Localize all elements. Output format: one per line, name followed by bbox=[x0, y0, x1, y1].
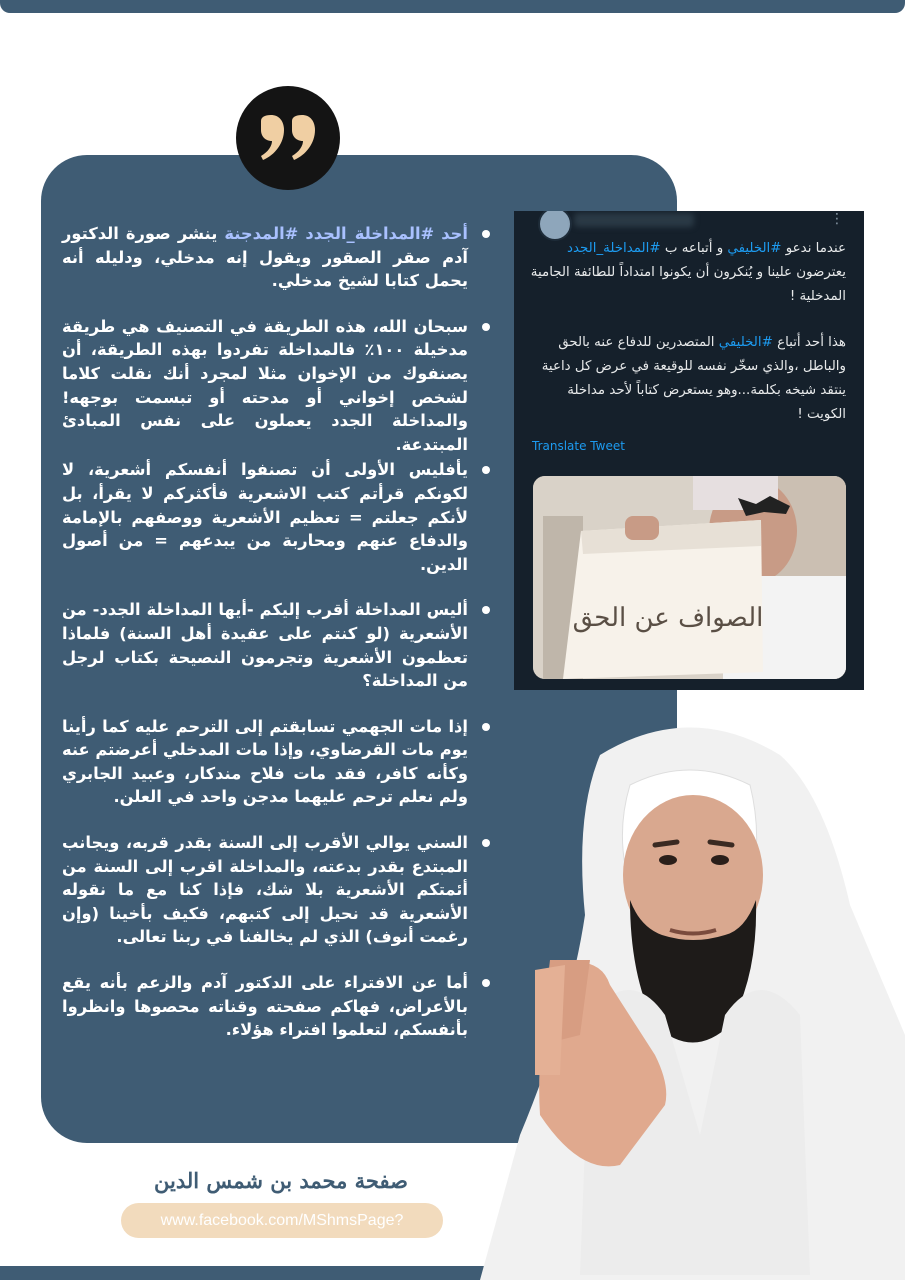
item-text: السني يوالي الأقرب إلى السنة بقدر قربه، ويجانب المبتدع بقدر بدعته، والمداخلة اقرب إلى السنة من أئمتكم الأشعرية بلا شك، فإذا كنا مع ما نقوله الأشعرية قد نحيل إلى كتبهم، فكيف بأخينا (وإن رغمت أنوف) الذي لم يخالفنا في ربنا تعالى. bbox=[62, 833, 468, 947]
tweet-paragraph: عندما ندعو #الخليفي و أتباعه ب #المداخلة_الجدد يعترضون علينا و يُنكرون أن يكونوا امتداداً للطائفة الجامية المدخلية ! bbox=[530, 241, 846, 304]
item-text: أما عن الافتراء على الدكتور آدم والزعم بأنه يقع بالأعراض، فهاكم صفحته وقناته محصوها وانظروا بأنفسكم، لتعلموا افتراء هؤلاء. bbox=[62, 973, 468, 1040]
bullet-list bbox=[62, 222, 494, 1064]
tweet-photo[interactable] bbox=[533, 476, 846, 679]
blurred-username bbox=[574, 213, 694, 227]
list-item bbox=[62, 315, 494, 457]
book-photo bbox=[533, 476, 846, 679]
tweet-body bbox=[528, 237, 846, 449]
item-text: سبحان الله، هذه الطريقة في التصنيف هي طريقة مدخيلة ١٠٠٪ فالمداخلة تفردوا بهذه الطريقة، أن يصنفوك من الإخوان مثلا لمجرد أنك نقلت كلاما لشخص إخواني أو مدحته أو تبسمت بوجهه! والمداخلة الجدد يعملون على نفس المبادئ المبتدعة. bbox=[62, 316, 468, 454]
book-title: الصواف عن الحق bbox=[572, 603, 764, 633]
item-text: إذا مات الجهمي تسابقتم إلى الترحم عليه كما رأينا يوم مات القرضاوي، وإذا مات المدخلي أعرضتم عنه وكأنه كافر، فقد مات فلاح مندكار، وعبيد الجابري ولم نعلم ترحم عليهما مدجن واحد في العلن. bbox=[62, 716, 468, 807]
top-bar bbox=[0, 0, 905, 13]
list-item bbox=[62, 222, 494, 293]
item-text: أليس المداخلة أقرب إليكم -أيها المداخلة الجدد- من الأشعرية (لو كنتم على عقيدة أهل السنة) فلماذا تعظمون الأشعرية وتجرمون النصيحة بكتاب لرجل من المداخلة؟ bbox=[62, 600, 468, 691]
more-icon[interactable]: ⋮ bbox=[830, 211, 844, 227]
list-item bbox=[62, 831, 494, 949]
tweet-screenshot bbox=[514, 211, 864, 690]
quote-badge bbox=[236, 86, 340, 190]
person-image bbox=[480, 715, 905, 1280]
translate-tweet-link[interactable]: Translate Tweet bbox=[532, 439, 625, 453]
quote-icon bbox=[257, 115, 319, 161]
facebook-link[interactable]: www.facebook.com/MShmsPage? bbox=[121, 1203, 443, 1238]
list-item bbox=[62, 971, 494, 1042]
item-text: يأفليس الأولى أن تصنفوا أنفسكم أشعرية، لا لكونكم قرأتم كتب الاشعرية فأكثركم لا يقرأ، بل لأنكم جعلتم = تعظيم الأشعرية ووصفهم بالإمامة والدفاع عنهم ومحاربة من يبدعهم = من أصول الدين. bbox=[62, 460, 468, 574]
hashtag-link[interactable]: #الخليفي bbox=[727, 241, 782, 256]
page-attribution: صفحة محمد بن شمس الدين bbox=[154, 1168, 408, 1193]
item-text: ينشر صورة الدكتور آدم صقر الصقور ويقول إنه مدخلي، ودليله أنه يحمل كتابا لشيخ مدخلي. bbox=[62, 224, 468, 291]
hashtag-link[interactable]: #المداخلة_الجدد bbox=[567, 241, 661, 256]
hashtags[interactable]: أحد #المداخلة_الجدد #المدجنة bbox=[224, 224, 468, 243]
list-item bbox=[62, 598, 494, 692]
list-item bbox=[62, 715, 494, 809]
tweet-paragraph: هذا أحد أتباع #الخليفي المتصدرين للدفاع عنه بالحق والباطل ،والذي سخّر نفسه للوقيعة في عرض كل داعية ينتقد شيخه بكلمة...وهو يستعرض كتاباً لأحد مداخلة الكويت ! bbox=[541, 335, 846, 422]
list-item bbox=[62, 458, 494, 576]
hashtag-link[interactable]: #الخليفي bbox=[718, 335, 773, 350]
